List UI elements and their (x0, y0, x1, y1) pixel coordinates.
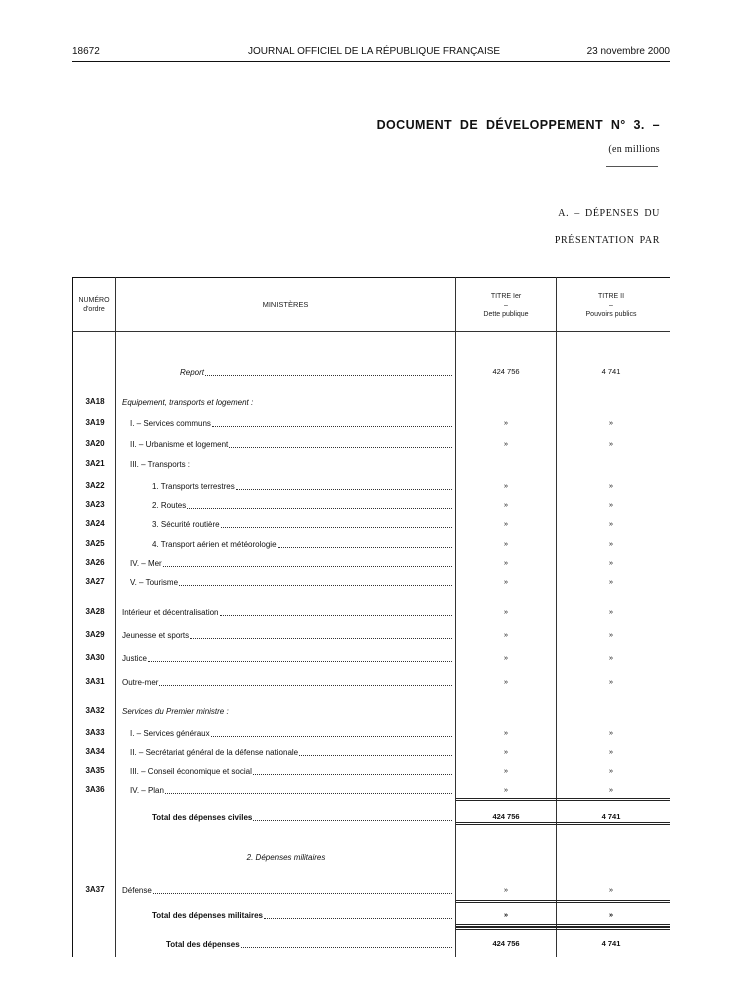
table-row (72, 783, 670, 797)
dot-leader (159, 685, 452, 686)
table-row (72, 556, 670, 570)
row-label (122, 704, 229, 718)
dot-leader (211, 736, 452, 737)
dot-leader (190, 638, 452, 639)
titre1-value: » (503, 910, 509, 919)
journal-title: JOURNAL OFFICIEL DE LA RÉPUBLIQUE FRANÇAISE (248, 46, 501, 57)
table-row (72, 745, 670, 759)
row-label-text: Equipement, transports et logement : (122, 397, 254, 407)
titre2-value: » (608, 653, 614, 662)
row-code: 3A37 (85, 885, 105, 894)
row-label (166, 937, 452, 951)
titre2-value: » (608, 539, 614, 548)
row-label-text: II. – Urbanisme et logement (130, 439, 229, 449)
table-row (72, 517, 670, 531)
titre2-value: » (608, 766, 614, 775)
titre2-value: » (608, 500, 614, 509)
titre1-value: » (503, 630, 509, 639)
titre1-value: » (503, 885, 509, 894)
row-label-text: IV. – Mer (130, 558, 162, 568)
row-label-text: Intérieur et décentralisation (122, 607, 219, 617)
dot-leader (241, 947, 452, 948)
presentation-heading: PRÉSENTATION PAR (554, 235, 660, 246)
total-rule (456, 798, 670, 801)
row-label-text: Total des dépenses civiles (152, 812, 253, 822)
titre2-dash: – (609, 302, 613, 309)
row-label-text: 2. Routes (152, 500, 187, 510)
row-code: 3A31 (85, 677, 105, 686)
titre2-value: 4 741 (601, 812, 621, 821)
titre2-value: » (608, 910, 614, 919)
titre2-label: TITRE II (597, 293, 625, 300)
dot-leader (212, 426, 452, 427)
titre2-value: » (608, 630, 614, 639)
row-code: 3A36 (85, 785, 105, 794)
titre1-value: » (503, 481, 509, 490)
table-row (72, 537, 670, 551)
table-row (72, 365, 670, 379)
row-label-text: Total des dépenses (166, 939, 240, 949)
row-label (122, 675, 452, 689)
titre2-subtitle: Pouvoirs publics (585, 311, 637, 318)
header-bottom-rule (72, 331, 670, 332)
row-label (130, 457, 190, 471)
row-label (152, 517, 452, 531)
table-row (72, 883, 670, 897)
titre2-value: 4 741 (601, 939, 621, 948)
unit-rule (606, 166, 658, 167)
titre2-value: » (608, 481, 614, 490)
row-code: 3A18 (85, 397, 105, 406)
titre1-value: 424 756 (492, 367, 520, 376)
row-label-text: 1. Transports terrestres (152, 481, 235, 491)
dot-leader (299, 755, 452, 756)
dot-leader (236, 489, 452, 490)
row-label (152, 498, 452, 512)
row-label-text: V. – Tourisme (130, 577, 179, 587)
table-row (72, 937, 670, 951)
dot-leader (264, 918, 452, 919)
col-header-titre2 (557, 292, 665, 319)
row-label (152, 479, 452, 493)
table-top-rule (72, 277, 670, 278)
table-row (72, 479, 670, 493)
row-label (122, 651, 452, 665)
titre2-value: » (608, 677, 614, 686)
table-row (72, 457, 670, 471)
table-row (72, 704, 670, 718)
row-label-text: Total des dépenses militaires (152, 910, 264, 920)
row-code: 3A20 (85, 439, 105, 448)
titre1-value: » (503, 766, 509, 775)
row-label-text: Défense (122, 885, 152, 895)
header-rule (72, 61, 670, 62)
titre2-value: » (608, 747, 614, 756)
row-label-text: IV. – Plan (130, 785, 164, 795)
row-label-text: Report (180, 367, 205, 377)
row-label (180, 365, 452, 379)
titre2-value: » (608, 439, 614, 448)
titre1-value: » (503, 677, 509, 686)
dot-leader (205, 375, 452, 376)
row-label-text: I. – Services communs (130, 418, 211, 428)
titre1-label: TITRE Ier (490, 293, 522, 300)
titre1-value: » (503, 607, 509, 616)
row-label (130, 726, 452, 740)
page-number: 18672 (72, 46, 100, 57)
dot-leader (153, 893, 452, 894)
row-label (130, 575, 452, 589)
row-label (130, 556, 452, 570)
row-code: 3A30 (85, 653, 105, 662)
row-label-text: Services du Premier ministre : (122, 706, 229, 716)
titre2-value: » (608, 728, 614, 737)
titre1-dash: – (504, 302, 508, 309)
dot-leader (163, 566, 452, 567)
row-code: 3A21 (85, 459, 105, 468)
titre2-value: » (608, 785, 614, 794)
publication-date: 23 novembre 2000 (586, 46, 670, 57)
row-code: 3A22 (85, 481, 105, 490)
row-label-text: Jeunesse et sports (122, 630, 190, 640)
table-row (72, 651, 670, 665)
titre2-value: » (608, 519, 614, 528)
row-code: 3A29 (85, 630, 105, 639)
table-row (72, 908, 670, 922)
unit-note: (en millions (608, 144, 660, 155)
row-label-text: 3. Sécurité routière (152, 519, 220, 529)
titre1-value: » (503, 785, 509, 794)
document-title: DOCUMENT DE DÉVELOPPEMENT N° 3. – (376, 118, 660, 132)
titre1-value: » (503, 558, 509, 567)
titre1-value: » (503, 418, 509, 427)
row-label (122, 395, 253, 409)
row-label-text: III. – Conseil économique et social (130, 766, 252, 776)
row-code: 3A24 (85, 519, 105, 528)
table-row (72, 726, 670, 740)
titre1-value: » (503, 539, 509, 548)
titre1-value: » (503, 577, 509, 586)
titre2-value: » (608, 885, 614, 894)
row-label-text: III. – Transports : (130, 459, 191, 469)
titre1-value: » (503, 519, 509, 528)
table-row (72, 810, 670, 824)
titre2-value: 4 741 (601, 367, 621, 376)
row-label-text: 4. Transport aérien et météorologie (152, 539, 277, 549)
titre1-value: » (503, 728, 509, 737)
row-label (122, 883, 452, 897)
row-code: 3A32 (85, 706, 105, 715)
titre2-value: » (608, 577, 614, 586)
row-label (130, 745, 452, 759)
titre1-value: » (503, 747, 509, 756)
table-row (72, 605, 670, 619)
row-code: 3A27 (85, 577, 105, 586)
row-code: 3A34 (85, 747, 105, 756)
titre1-value: » (503, 653, 509, 662)
titre2-value: » (608, 607, 614, 616)
dot-leader (229, 447, 452, 448)
row-code: 3A28 (85, 607, 105, 616)
titre2-value: » (608, 558, 614, 567)
row-code: 3A35 (85, 766, 105, 775)
dot-leader (220, 615, 453, 616)
titre1-subtitle: Dette publique (483, 311, 529, 318)
row-label-text: I. – Services généraux (130, 728, 210, 738)
table-row (72, 498, 670, 512)
dot-leader (187, 508, 452, 509)
titre1-value: » (503, 439, 509, 448)
total-rule (456, 927, 670, 930)
table-row (72, 764, 670, 778)
dot-leader (221, 527, 452, 528)
dot-leader (253, 774, 452, 775)
row-label-text: Outre-mer (122, 677, 159, 687)
row-label-text: Justice (122, 653, 147, 663)
row-label (152, 908, 452, 922)
titre2-value: » (608, 418, 614, 427)
row-label (130, 783, 452, 797)
table-row (72, 437, 670, 451)
dot-leader (253, 820, 452, 821)
row-label (122, 628, 452, 642)
titre1-value: 424 756 (492, 939, 520, 948)
titre1-value: » (503, 500, 509, 509)
row-label (122, 605, 452, 619)
dot-leader (278, 547, 452, 548)
row-code: 3A26 (85, 558, 105, 567)
col-header-numero: NUMÉRO d'ordre (78, 297, 110, 313)
row-label (130, 416, 452, 430)
dot-leader (165, 793, 452, 794)
col-header-titre1 (456, 292, 556, 319)
total-rule (456, 900, 670, 903)
dot-leader (148, 661, 452, 662)
row-label (152, 810, 452, 824)
row-code: 3A33 (85, 728, 105, 737)
table-row (72, 416, 670, 430)
row-label-text: II. – Secrétariat général de la défense nationale (130, 747, 299, 757)
section-heading: A. – DÉPENSES DU (558, 208, 660, 219)
col-header-ministeres: MINISTÈRES (262, 300, 309, 309)
titre1-value: 424 756 (492, 812, 520, 821)
dot-leader (179, 585, 452, 586)
row-label (152, 537, 452, 551)
row-label (130, 764, 452, 778)
table-row (72, 628, 670, 642)
table-row (72, 395, 670, 409)
row-label (130, 437, 452, 451)
table-row (72, 675, 670, 689)
budget-table (72, 277, 670, 957)
row-code: 3A23 (85, 500, 105, 509)
table-row (72, 575, 670, 589)
row-code: 3A19 (85, 418, 105, 427)
row-code: 3A25 (85, 539, 105, 548)
subsection-title: 2. Dépenses militaires (246, 853, 326, 862)
